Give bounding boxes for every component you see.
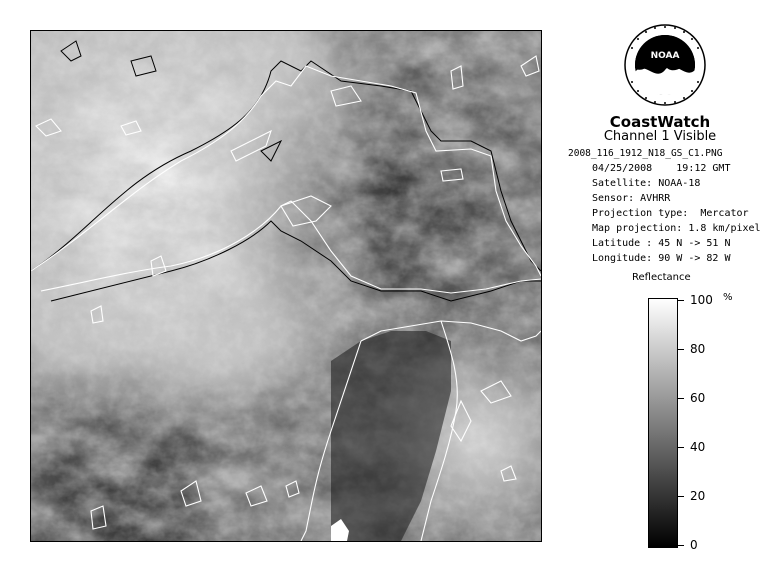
- reflectance-scale-title: Reflectance: [632, 272, 691, 283]
- scale-tick: [678, 545, 684, 546]
- scale-tick: [678, 349, 684, 350]
- scale-label: 0: [690, 538, 698, 552]
- scale-unit: %: [723, 292, 733, 303]
- scale-label: 40: [690, 440, 706, 454]
- latitude-info: Latitude : 45 N -> 51 N: [592, 238, 731, 249]
- satellite-imagery-svg: [31, 31, 541, 541]
- scale-label: 20: [690, 489, 706, 503]
- longitude-info: Longitude: 90 W -> 82 W: [592, 253, 731, 264]
- satellite-info: Satellite: NOAA-18: [592, 178, 701, 189]
- noaa-logo-text: NOAA: [650, 51, 680, 61]
- map-projection-info: Map projection: 1.8 km/pixel: [592, 223, 761, 234]
- noaa-logo-icon: [620, 20, 710, 110]
- channel-label: Channel 1 Visible: [603, 129, 717, 144]
- scale-tick: [678, 447, 684, 448]
- scale-label: 100: [690, 293, 713, 307]
- scale-tick: [678, 398, 684, 399]
- scale-tick: [678, 300, 684, 301]
- legend-panel: [560, 0, 782, 572]
- acquisition-datetime: 04/25/2008 19:12 GMT: [592, 163, 731, 174]
- noaa-logo: [620, 20, 710, 110]
- scale-tick: [678, 496, 684, 497]
- image-filename: 2008_116_1912_N18_GS_C1.PNG: [568, 148, 723, 159]
- satellite-image: [30, 30, 542, 542]
- sensor-info: Sensor: AVHRR: [592, 193, 671, 204]
- scale-label: 80: [690, 342, 706, 356]
- scale-label: 60: [690, 391, 706, 405]
- reflectance-colorbar: [648, 298, 678, 548]
- projection-type-info: Projection type: Mercator: [592, 208, 749, 219]
- coastwatch-title: CoastWatch: [609, 113, 711, 131]
